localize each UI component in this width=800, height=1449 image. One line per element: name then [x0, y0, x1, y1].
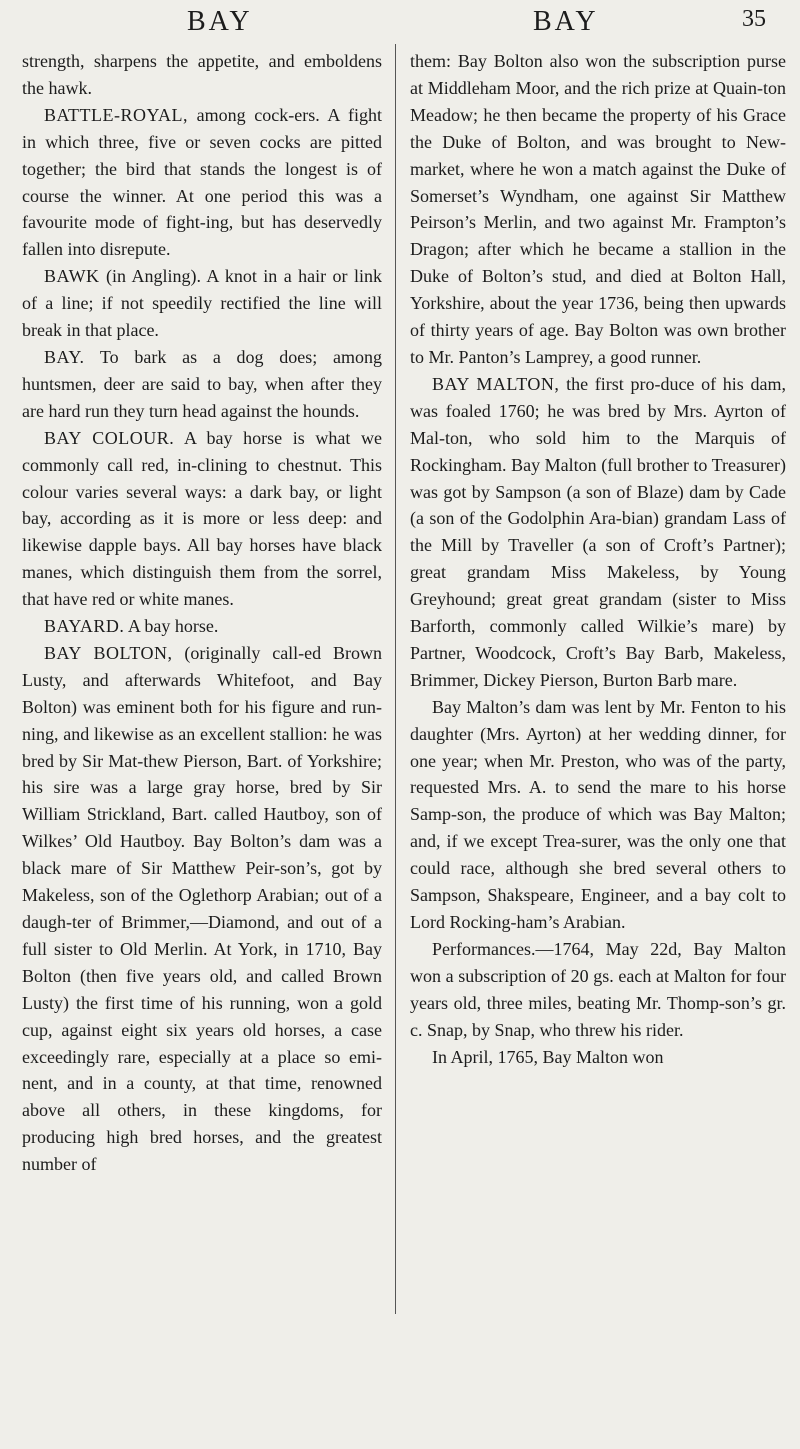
entry-headword: BAY. — [44, 346, 85, 367]
paragraph — [410, 936, 786, 1044]
paragraph — [410, 371, 786, 694]
entry-text: (in Angling). A knot in a hair or link of a line; if not speedily rectified the line will break in that place. — [22, 266, 382, 341]
column-divider — [395, 44, 396, 1314]
right-running-head: BAY — [533, 6, 599, 37]
paragraph — [410, 1044, 786, 1071]
paragraph — [22, 640, 382, 1178]
paragraph — [410, 48, 786, 371]
entry-text: them: Bay Bolton also won the subscription purse at Middleham Moor, and the rich prize at Quain-ton Meadow; he then became the property of his Grace the Duke of Bolton, and was brought to New-market, where he won a match against the Duke of Somerset’s Wyndham, one against Sir Matthew Peirson’s Merlin, and two against Mr. Frampton’s Dragon; after which he became a stallion in the Duke of Bolton’s stud, and died at Bolton Hall, Yorkshire, about the year 1736, being then upwards of thirty years of age. Bay Bolton was own brother to Mr. Panton’s Lamprey, a good runner. — [410, 51, 786, 367]
entry-text: In April, 1765, Bay Malton won — [432, 1046, 664, 1067]
paragraph — [410, 694, 786, 936]
paragraph — [22, 613, 382, 640]
entry-text: Bay Malton’s dam was lent by Mr. Fenton to his daughter (Mrs. Ayrton) at her wedding dinner, for one year; when Mr. Preston, who was of the party, requested Mrs. A. to send the mare to his horse Samp-son, the produce of which was Bay Malton; and, if we except Trea-surer, was the only one that could race, although she bred several others to Sampson, Shakspeare, Engineer, and a bay colt to Lord Rocking-ham’s Arabian. — [410, 696, 786, 932]
entry-text: the first pro-duce of his dam, was foaled 1760; he was bred by Mrs. Ayrton of Mal-ton, who sold him to the Marquis of Rockingham. Bay Malton (full brother to Treasurer) was got by Sampson (a son of Blaze) dam by Cade (a son of the Godolphin Ara-bian) grandam Lass of the Mill by Traveller (a son of Croft’s Partner); great grandam Miss Makeless, by Young Greyhound; great great grandam (sister to Miss Barforth, commonly called Wilkie’s mare) by Partner, Woodcock, Croft’s Bay Barb, Makeless, Brimmer, Dickey Pierson, Burton Barb mare. — [410, 373, 786, 690]
entry-headword: BAY BOLTON, — [44, 642, 173, 663]
entry-headword: BAY COLOUR. — [44, 427, 175, 448]
entry-text: A bay horse is what we commonly call red, in-clining to chestnut. This colour varies several ways: a dark bay, or light bay, according as it is more or less deep: and likewise dapple bays. All bay horses have black manes, which distinguish them from the sorrel, that have red or white manes. — [22, 427, 382, 610]
entry-headword: BAY MALTON, — [432, 373, 560, 394]
paragraph — [22, 344, 382, 425]
entry-headword: BAWK — [44, 266, 100, 287]
entry-text: (originally call-ed Brown Lusty, and afterwards Whitefoot, and Bay Bolton) was eminent both for his figure and run-ning, and likewise as an excellent stallion: he was bred by Sir Mat-thew Pierson, Bart. of Yorkshire; his sire was a large gray horse, bred by Sir William Strickland, Bart. called Hautboy, son of Wilkes’ Old Hautboy. Bay Bolton’s dam was a black mare of Sir Matthew Peir-son’s, got by Makeless, son of the Oglethorp Arabian; out of a daugh-ter of Brimmer,—Diamond, and out of a full sister to Old Merlin. At York, in 1710, Bay Bolton (then five years old, and called Brown Lusty) the first time of his running, won a gold cup, against eight six years old horses, a case exceedingly rare, especially at a place so emi-nent, and in a county, at that time, renowned above all others, in these kingdoms, for producing high bred horses, and the greatest number of — [22, 642, 382, 1175]
left-text-column — [22, 48, 382, 1178]
entry-text: strength, sharpens the appetite, and emboldens the hawk. — [22, 51, 382, 98]
page-number: 35 — [742, 6, 766, 32]
paragraph — [22, 263, 382, 344]
entry-text: Performances.—1764, May 22d, Bay Malton won a subscription of 20 gs. each at Malton for four years old, three miles, beating Mr. Thomp-son’s gr. c. Snap, by Snap, who threw his rider. — [410, 938, 786, 1040]
paragraph — [22, 425, 382, 613]
paragraph — [22, 48, 382, 102]
entry-text: among cock-ers. A fight in which three, five or seven cocks are pitted together; the bird that stands the longest is of course the winner. At one period this was a favourite mode of fight-ing, but has deservedly fallen into disrepute. — [22, 104, 382, 260]
entry-text: To bark as a dog does; among huntsmen, deer are said to bay, when after they are hard run they turn head against the hounds. — [22, 346, 382, 421]
entry-headword: BAYARD. — [44, 616, 125, 637]
entry-text: A bay horse. — [124, 616, 219, 637]
left-running-head: BAY — [187, 6, 253, 37]
paragraph — [22, 102, 382, 263]
entry-headword: BATTLE-ROYAL, — [44, 104, 188, 125]
running-header — [0, 0, 800, 40]
right-text-column — [410, 48, 786, 1070]
